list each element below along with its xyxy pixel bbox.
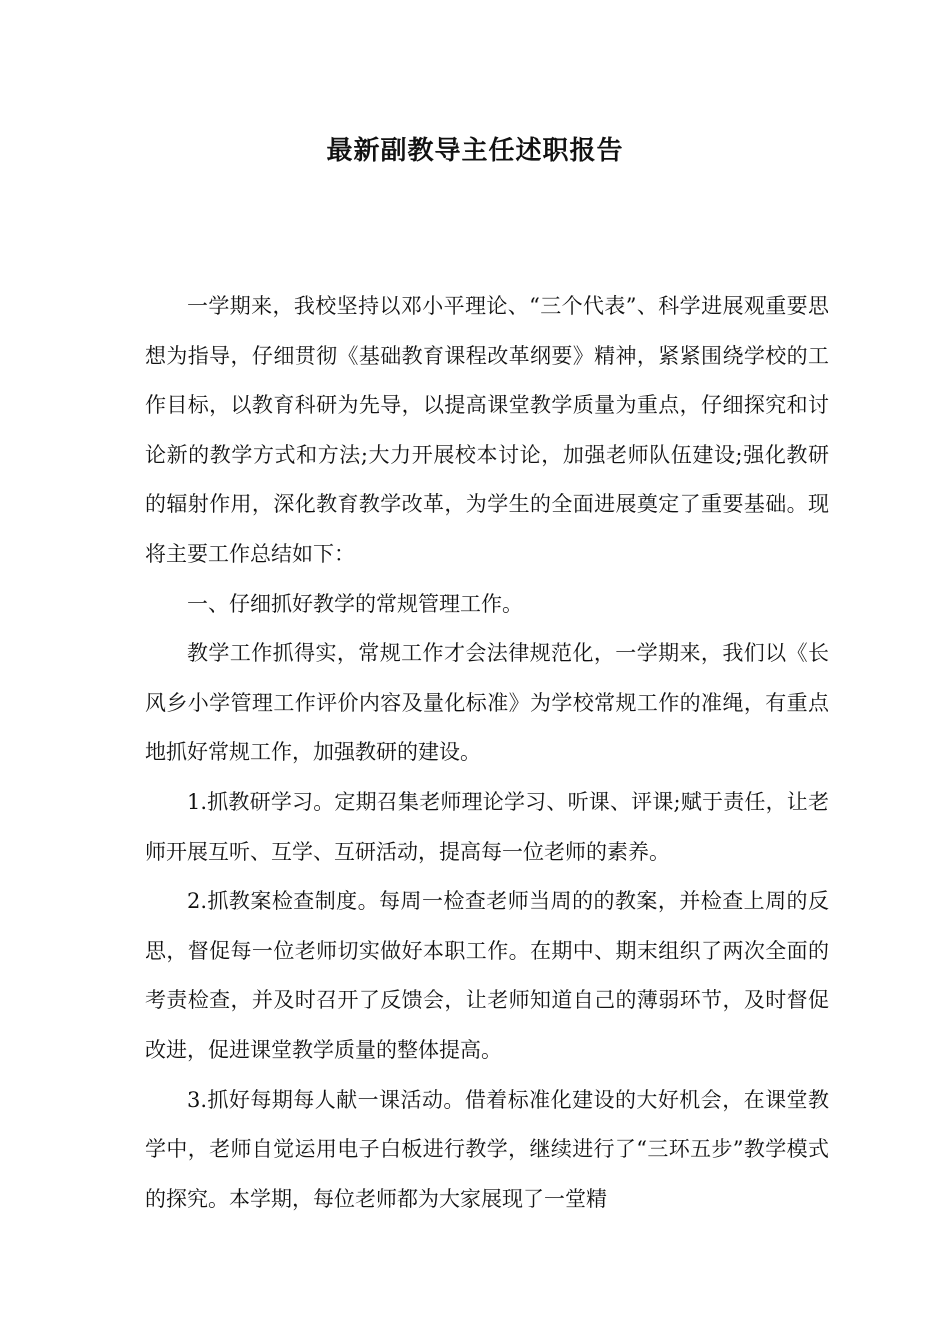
section-heading-1: 一、仔细抓好教学的常规管理工作。 [187, 591, 523, 616]
paragraph-routine-work: 教学工作抓得实，常规工作才会法律规范化，一学期来，我们以《长风乡小学管理工作评价内容及量化标准》为学校常规工作的准绳，有重点地抓好常规工作，加强教研的建设。 [145, 641, 829, 765]
paragraph-intro: 一学期来，我校坚持以邓小平理论、“三个代表”、科学进展观重要思想为指导，仔细贯彻《基础教育课程改革纲要》精神，紧紧围绕学校的工作目标，以教育科研为先导，以提高课堂教学质量为重点，仔细探究和讨论新的教学方式和方法;大力开展校本讨论，加强老师队伍建设;强化教研的辐射作用，深化教育教学改革，为学生的全面进展奠定了重要基础。现将主要工作总结如下： [145, 294, 829, 566]
list-item-1: 1.抓教研学习。定期召集老师理论学习、听课、评课;赋于责任，让老师开展互听、互学、互研活动，提高每一位老师的素养。 [145, 789, 829, 864]
list-item-3: 3.抓好每期每人献一课活动。借着标准化建设的大好机会，在课堂教学中，老师自觉运用电子白板进行教学，继续进行了“三环五步”教学模式的探究。本学期，每位老师都为大家展现了一堂精 [145, 1087, 829, 1211]
document-title: 最新副教导主任述职报告 [326, 136, 624, 166]
document-body [145, 282, 829, 1224]
list-item-2: 2.抓教案检查制度。每周一检查老师当周的的教案，并检查上周的反思，督促每一位老师切实做好本职工作。在期中、期末组织了两次全面的考责检查，并及时召开了反馈会，让老师知道自己的薄弱环节，及时督促改进，促进课堂教学质量的整体提高。 [145, 889, 829, 1062]
